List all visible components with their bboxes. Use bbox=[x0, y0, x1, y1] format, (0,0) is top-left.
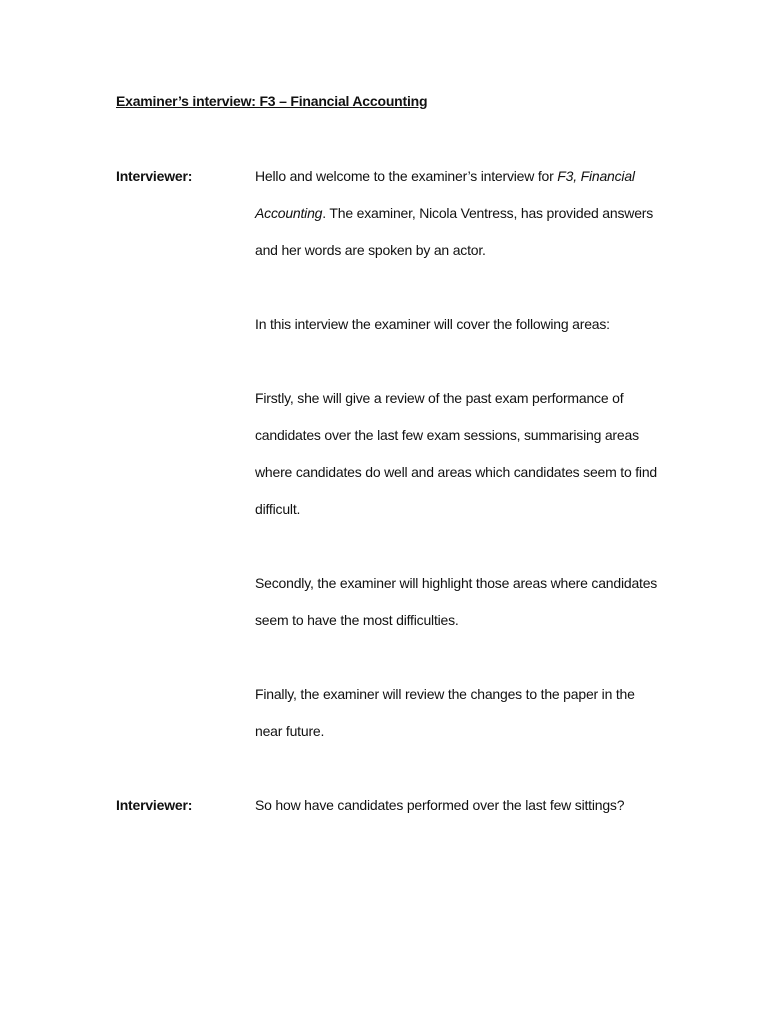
secondly-line: Secondly, the examiner will highlight those areas where candidates bbox=[255, 575, 658, 591]
finally-line: near future. bbox=[255, 723, 325, 739]
secondly-paragraph bbox=[255, 565, 705, 639]
areas-intro-paragraph bbox=[255, 306, 705, 343]
speaker-label-interviewer: Interviewer: bbox=[116, 797, 193, 813]
question-line: So how have candidates performed over the last few sittings? bbox=[255, 797, 625, 813]
finally-line: Finally, the examiner will review the changes to the paper in the bbox=[255, 686, 635, 702]
intro-text: Hello and welcome to the examiner’s interview for bbox=[255, 168, 558, 184]
firstly-line: candidates over the last few exam sessions, summarising areas bbox=[255, 427, 639, 443]
firstly-line: difficult. bbox=[255, 501, 301, 517]
finally-paragraph bbox=[255, 676, 705, 750]
speaker-label-interviewer: Interviewer: bbox=[116, 168, 193, 184]
intro-paragraph bbox=[255, 158, 705, 269]
intro-text: . The examiner, Nicola Ventress, has provided answers bbox=[322, 205, 654, 221]
areas-intro-line: In this interview the examiner will cover the following areas: bbox=[255, 316, 610, 332]
intro-line: and her words are spoken by an actor. bbox=[255, 242, 486, 258]
firstly-line: where candidates do well and areas which candidates seem to find bbox=[255, 464, 658, 480]
intro-line bbox=[255, 195, 705, 232]
secondly-line: seem to have the most difficulties. bbox=[255, 612, 459, 628]
intro-line bbox=[255, 158, 705, 195]
firstly-line: Firstly, she will give a review of the past exam performance of bbox=[255, 390, 624, 406]
paper-name-italic: Accounting bbox=[255, 205, 323, 221]
document-title: Examiner’s interview: F3 – Financial Accounting bbox=[116, 93, 428, 109]
firstly-paragraph bbox=[255, 380, 705, 528]
question-paragraph bbox=[255, 787, 705, 824]
paper-name-italic: F3, Financial bbox=[557, 168, 635, 184]
